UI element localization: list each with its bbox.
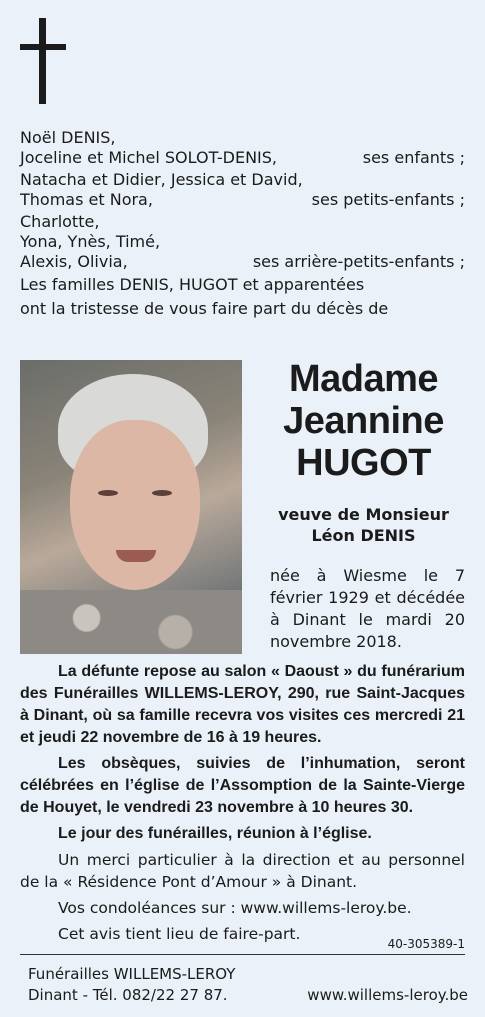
condolences-paragraph: Vos condoléances sur : www.willems-leroy.be. [58,899,412,917]
meeting-paragraph: Le jour des funérailles, réunion à l’église. [58,825,372,842]
family-list [20,128,465,320]
website-link[interactable]: www.willems-leroy.be [307,986,468,1004]
announcement-line: ont la tristesse de vous faire part du décès de [20,299,389,318]
children-group: Noël DENIS, Joceline et Michel SOLOT-DENIS, ses enfants ; [20,128,465,167]
birth-death-dates: née à Wiesme le 7 février 1929 et décédée à Dinant le mardi 20 novembre 2018. [270,566,465,651]
widow-of: veuve de Monsieur Léon DENIS [278,505,449,545]
funeral-paragraph: Les obsèques, suivies de l’inhumation, seront célébrées en l’église de l’Assomption de la Sainte-Vierge de Houyet, le vendredi 23 novembre à 10 heures 30. [20,755,465,816]
thanks-paragraph: Un merci particulier à la direction et au personnel de la « Résidence Pont d’Amour » à Dinant. [20,851,465,891]
divider [20,954,465,955]
cross-icon [20,18,66,104]
viewing-paragraph: La défunte repose au salon « Daoust » du funérarium des Funérailles WILLEMS-LEROY, 290, rue Saint-Jacques à Dinant, où sa famille recevra vos visites ces mercredi 21 et jeudi 22 novembre de 16 à 19 heures. [20,663,465,746]
funeral-company: Funérailles WILLEMS-LEROY [28,965,236,983]
notice-paragraph: Cet avis tient lieu de faire-part. [58,925,301,943]
grandchildren-group: Natacha et Didier, Jessica et David, Thomas et Nora, ses petits-enfants ; [20,170,465,209]
notice-body [20,661,465,949]
footer [28,964,468,1006]
families-line: Les familles DENIS, HUGOT et apparentées [20,275,365,294]
deceased-name: Madame Jeannine HUGOT [283,358,444,484]
reference-number: 40-305389-1 [387,937,465,951]
phone-line: Dinant - Tél. 082/22 27 87. [28,986,228,1004]
deceased-photo [20,360,242,654]
great-grandchildren-group: Charlotte, Yona, Ynès, Timé, Alexis, Olivia, ses arrière-petits-enfants ; [20,212,465,271]
